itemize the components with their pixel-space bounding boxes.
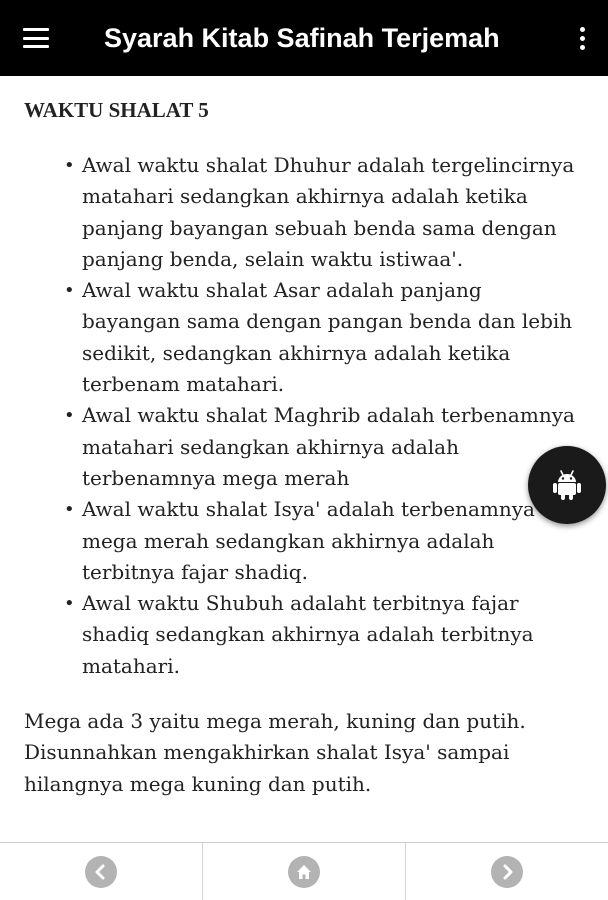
list-item-text: Awal waktu shalat Maghrib adalah terbenamnya matahari sedangkan akhirnya adalah terbenamnya mega merah (82, 403, 575, 490)
android-fab-button[interactable] (528, 446, 606, 524)
list-item (24, 588, 584, 682)
section-title: WAKTU SHALAT 5 (24, 98, 209, 122)
chevron-left-icon (92, 863, 110, 881)
list-item-text: Awal waktu shalat Dhuhur adalah tergelincirnya matahari sedangkan akhirnya adalah ketika panjang bayangan sebuah benda sama dengan panjang benda, selain waktu istiwaa'. (82, 153, 575, 271)
bullet: • (64, 405, 75, 427)
overflow-menu-button[interactable] (570, 18, 594, 58)
app-toolbar (0, 0, 608, 76)
previous-button[interactable] (0, 843, 203, 900)
bullet: • (64, 593, 75, 615)
next-button[interactable] (406, 843, 608, 900)
bullet: • (64, 155, 75, 176)
prayer-time-list (24, 150, 584, 682)
list-item (24, 275, 584, 400)
list-item (24, 150, 584, 275)
list-item-text: Awal waktu shalat Asar adalah panjang bayangan sama dengan pangan benda dan lebih sedikit, sedangkan akhirnya adalah ketika terbenam matahari. (82, 278, 573, 397)
home-icon (294, 862, 314, 882)
android-robot-icon (552, 469, 582, 501)
hamburger-menu-icon (23, 28, 49, 48)
more-vertical-icon (580, 27, 585, 32)
home-button[interactable] (203, 843, 406, 900)
app-title: Syarah Kitab Safinah Terjemah (104, 23, 500, 53)
article-content[interactable] (0, 76, 608, 842)
bullet: • (64, 280, 75, 302)
menu-button[interactable] (16, 18, 56, 58)
list-item (24, 494, 584, 588)
bullet: • (64, 499, 75, 521)
list-item-text: Awal waktu shalat Isya' adalah terbenamnya mega merah sedangkan akhirnya adalah terbitnya fajar shadiq. (82, 497, 535, 584)
chevron-right-icon (498, 863, 516, 881)
note-paragraph: Mega ada 3 yaitu mega merah, kuning dan putih. Disunnahkan mengakhirkan shalat Isya' sampai hilangnya mega kuning dan putih. (24, 709, 526, 796)
list-item-text: Awal waktu Shubuh adalaht terbitnya fajar shadiq sedangkan akhirnya adalah terbitnya matahari. (82, 591, 534, 678)
list-item (24, 400, 584, 494)
bottom-navigation (0, 842, 608, 900)
